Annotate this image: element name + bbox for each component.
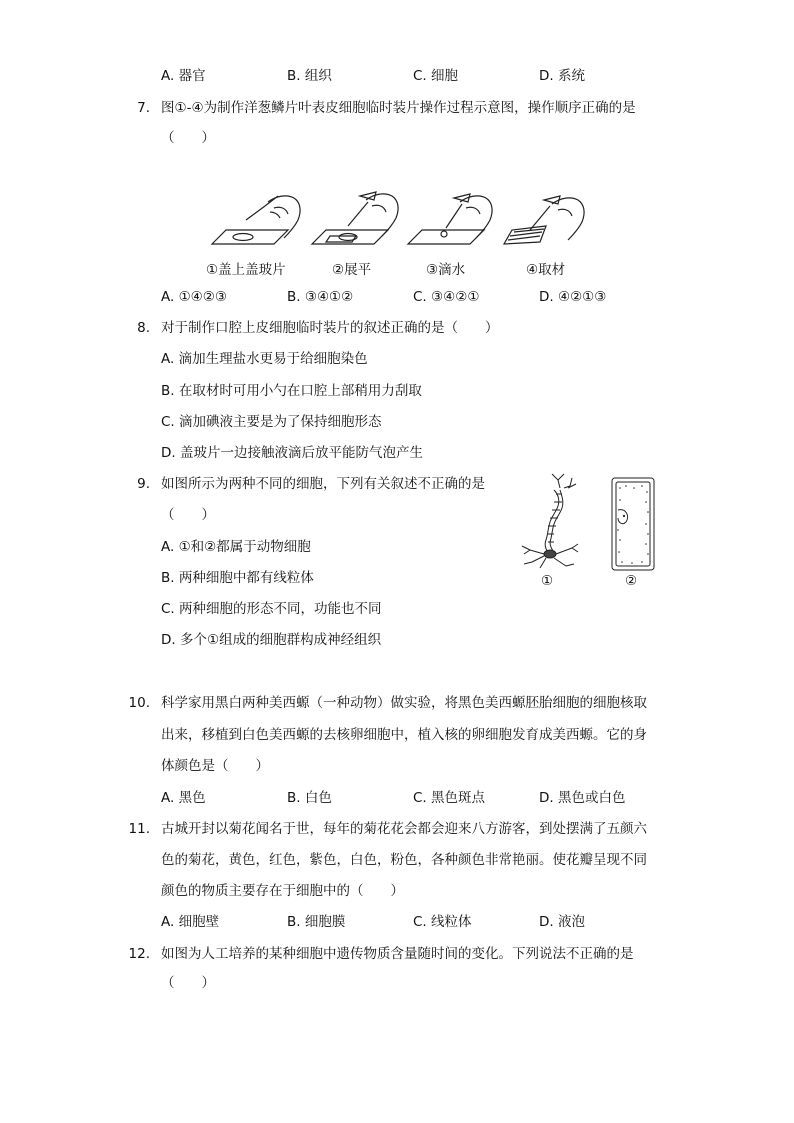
q7-caption-2: ②展平 [332, 262, 372, 278]
q10-line-1: 科学家用黑白两种美西螈（一种动物）做实验，将黑色美西螈胚胎细胞的细胞核取 [161, 695, 647, 711]
q7-stem: 图①-④为制作洋葱鳞片叶表皮细胞临时装片操作过程示意图，操作顺序正确的是 [161, 100, 636, 116]
q11-number: 11. [128, 821, 150, 837]
q10-option-c: C. 黑色斑点 [413, 790, 486, 806]
q9-label-neuron: ① [541, 573, 554, 589]
q9-number: 9. [137, 476, 150, 492]
q10-option-d: D. 黑色或白色 [539, 790, 626, 806]
q9-option-a: A. ①和②都属于动物细胞 [161, 539, 311, 555]
q10-line-3: 体颜色是（ ） [161, 758, 269, 774]
q10-option-b: B. 白色 [287, 790, 332, 806]
q8-option-d: D. 盖玻片一边接触液滴后放平能防气泡产生 [161, 445, 423, 461]
q10-number: 10. [128, 695, 150, 711]
take-material-drawing [504, 196, 584, 244]
q7-caption-4: ④取材 [526, 262, 566, 278]
q11-line-3: 颜色的物质主要存在于细胞中的（ ） [161, 883, 404, 899]
q11-option-d: D. 液泡 [539, 914, 585, 930]
q7-option-c: C. ③④②① [413, 289, 480, 305]
q11-line-2: 色的菊花，黄色，红色，紫色，白色，粉色，各种颜色非常艳丽。使花瓣呈现不同 [161, 852, 647, 868]
q7-option-b: B. ③④①② [287, 289, 354, 305]
q11-line-1: 古城开封以菊花闻名于世，每年的菊花花会都会迎来八方游客，到处摆满了五颜六 [161, 821, 647, 837]
plant-cell-drawing [612, 478, 654, 570]
q9-option-b: B. 两种细胞中都有线粒体 [161, 570, 314, 586]
q8-option-a: A. 滴加生理盐水更易于给细胞染色 [161, 351, 368, 367]
q11-option-b: B. 细胞膜 [287, 914, 346, 930]
q11-option-a: A. 细胞壁 [161, 914, 220, 930]
q11-option-c: C. 线粒体 [413, 914, 472, 930]
q9-stem-paren: （ ） [161, 507, 215, 523]
q12-number: 12. [128, 946, 150, 962]
q6-option-d: D. 系统 [539, 68, 585, 84]
q9-stem: 如图所示为两种不同的细胞，下列有关叙述不正确的是 [161, 476, 485, 492]
flatten-drawing [312, 192, 398, 244]
q8-option-c: C. 滴加碘液主要是为了保持细胞形态 [161, 414, 382, 430]
q9-option-d: D. 多个①组成的细胞群构成神经组织 [161, 632, 382, 648]
q7-number: 7. [137, 100, 150, 116]
q12-stem: 如图为人工培养的某种细胞中遗传物质含量随时间的变化。下列说法不正确的是 [161, 946, 634, 962]
q7-option-d: D. ④②①③ [539, 289, 607, 305]
q9-option-c: C. 两种细胞的形态不同，功能也不同 [161, 601, 382, 617]
q10-option-a: A. 黑色 [161, 790, 206, 806]
q7-caption-1: ①盖上盖玻片 [206, 262, 286, 278]
q8-option-b: B. 在取材时可用小勺在口腔上部稍用力刮取 [161, 383, 422, 399]
q9-label-plant-cell: ② [625, 573, 638, 589]
q12-stem-paren: （ ） [161, 975, 215, 991]
q10-line-2: 出来，移植到白色美西螈的去核卵细胞中，植入核的卵细胞发育成美西螈。它的身 [161, 727, 647, 743]
q8-stem: 对于制作口腔上皮细胞临时装片的叙述正确的是（ ） [161, 320, 499, 336]
drop-water-drawing [408, 194, 492, 244]
cover-slip-drawing [212, 196, 300, 244]
q7-option-a: A. ①④②③ [161, 289, 227, 305]
q6-option-a: A. 器官 [161, 68, 206, 84]
neuron-drawing [522, 474, 578, 568]
q7-caption-3: ③滴水 [426, 262, 466, 278]
q9-cells-figure [514, 470, 674, 576]
q6-option-c: C. 细胞 [413, 68, 459, 84]
q8-number: 8. [137, 320, 150, 336]
q6-option-b: B. 组织 [287, 68, 332, 84]
q7-stem-paren: （ ） [161, 130, 215, 146]
q7-procedure-figure [208, 186, 598, 256]
